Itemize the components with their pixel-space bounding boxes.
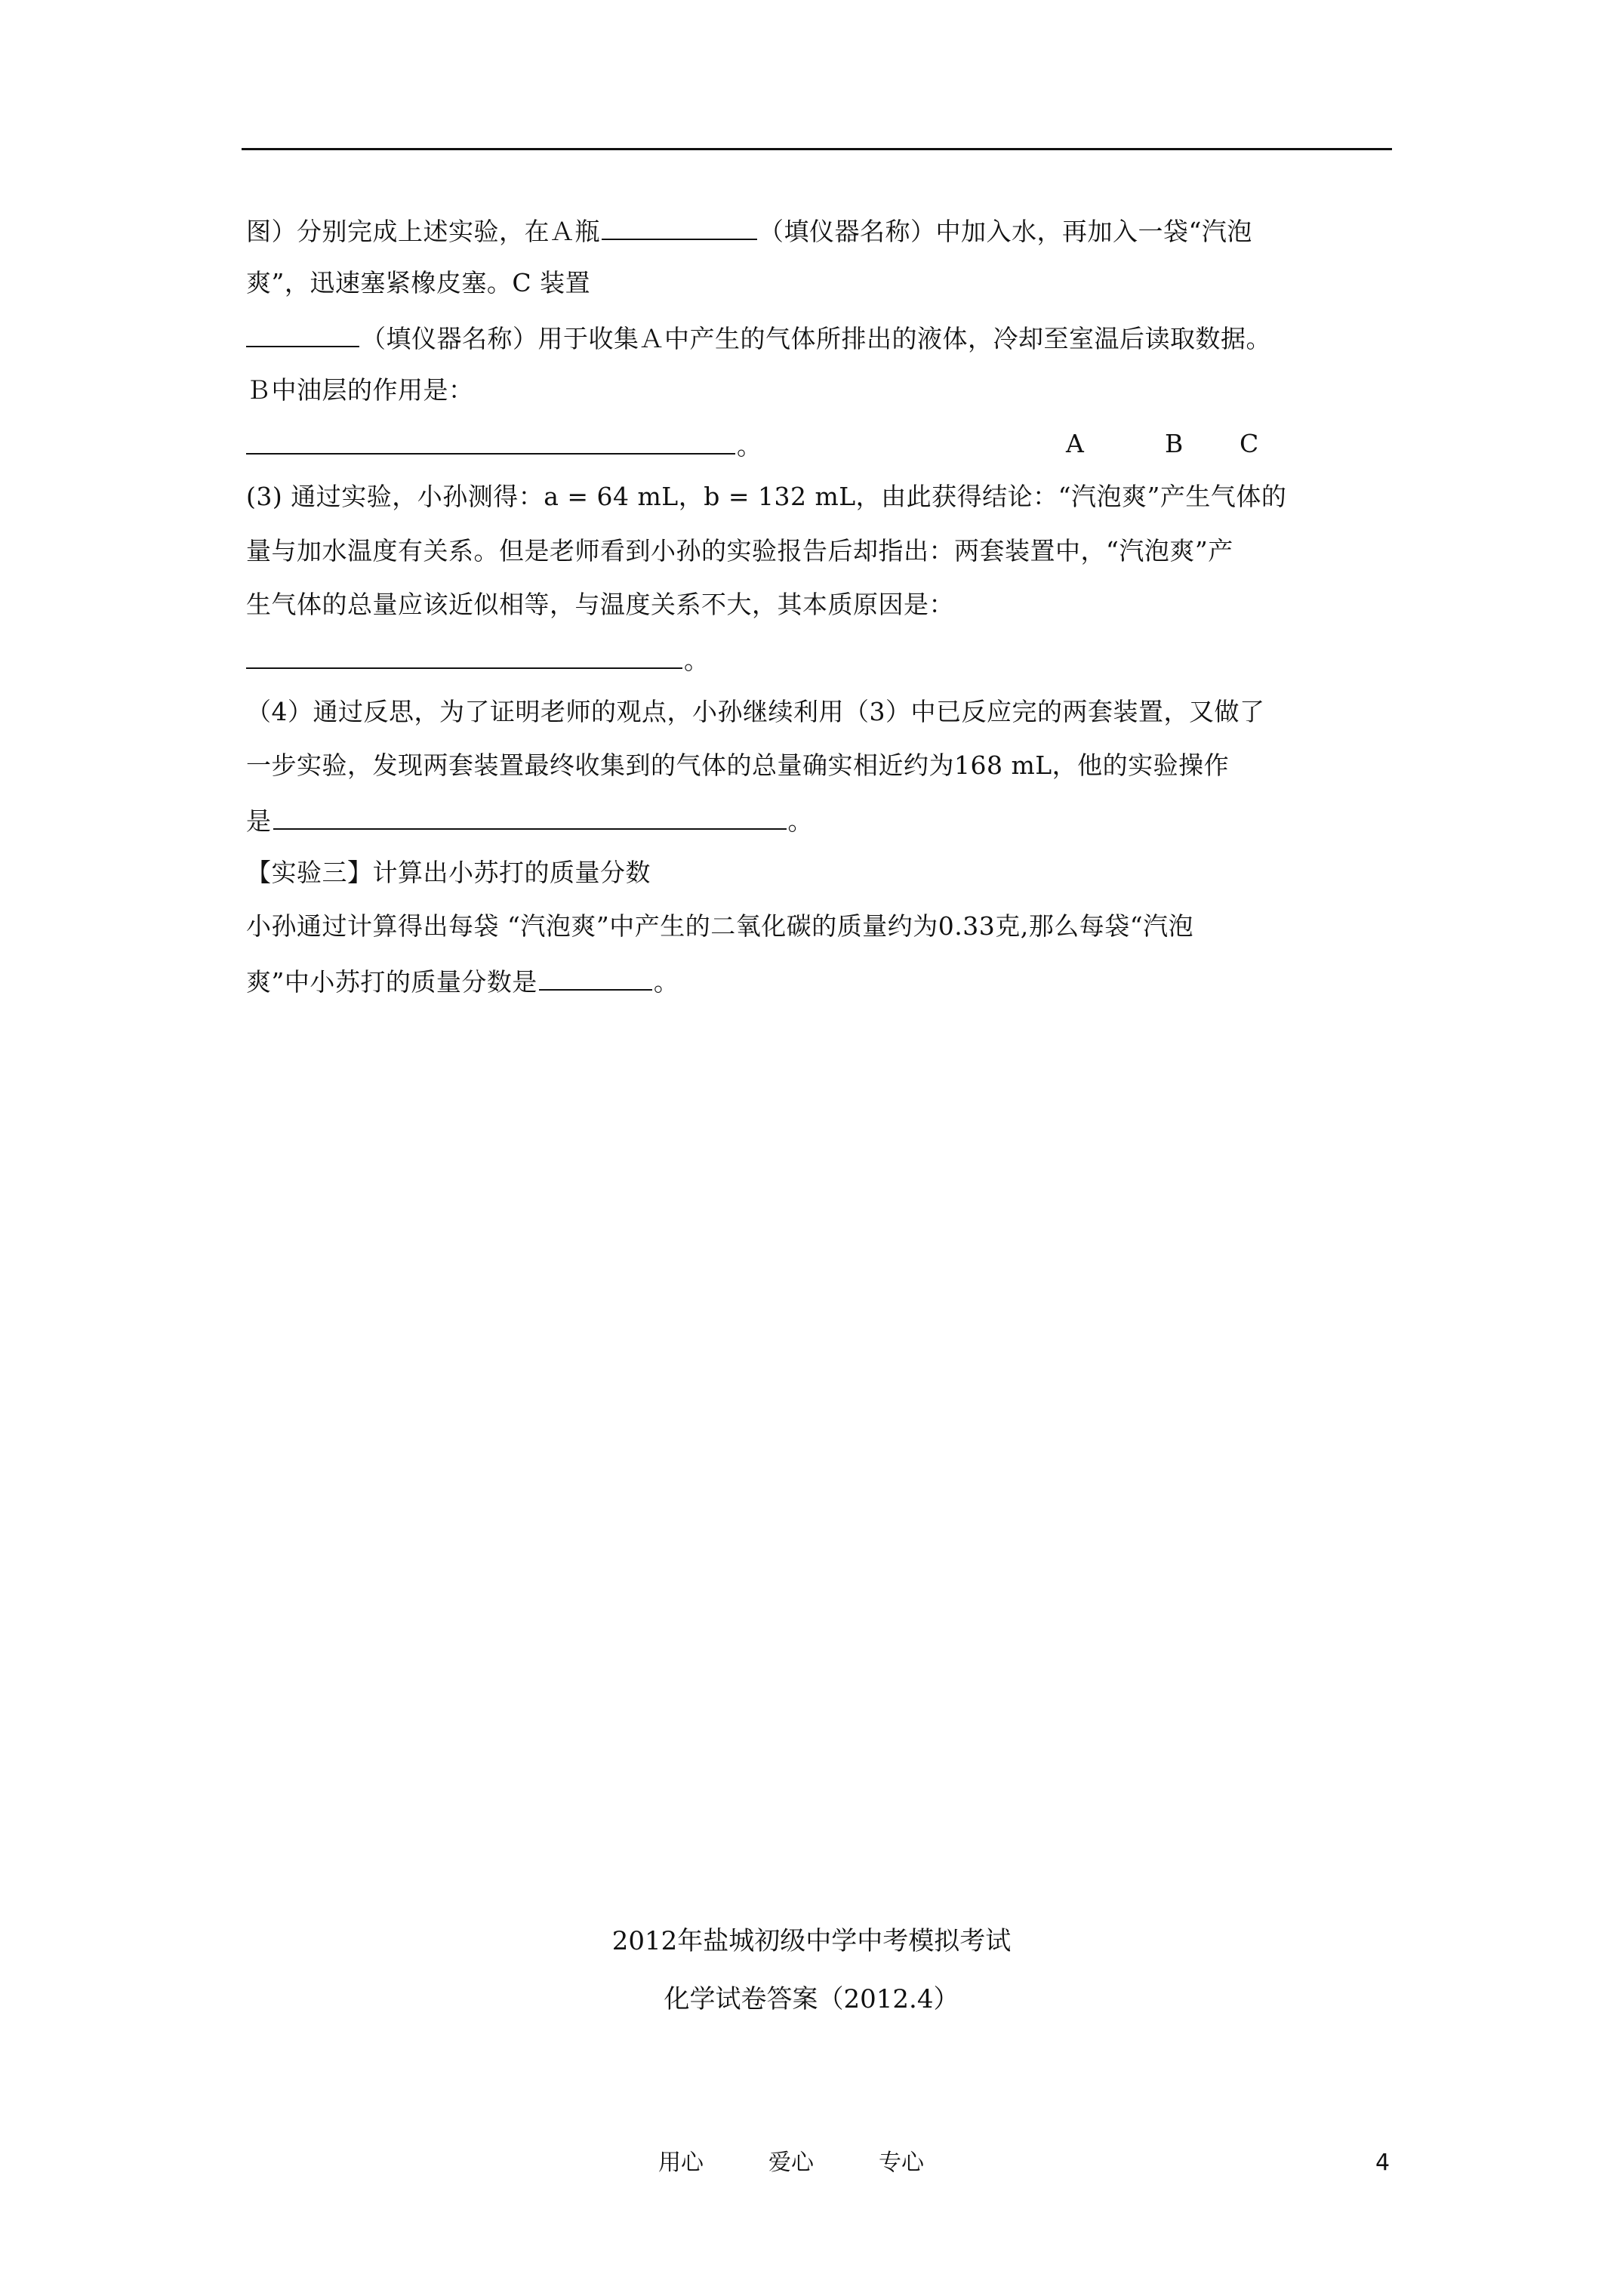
text-line-5 xyxy=(246,427,762,463)
text-line-3-post: （填仪器名称）用于收集Ａ中产生的气体所排出的液体，冷却至室温后读取数据。 xyxy=(361,324,1271,353)
text-line-2: 爽”，迅速塞紧橡皮塞。C 装置 xyxy=(246,268,591,297)
text-line-1 xyxy=(246,213,1252,248)
q4-line-1: （4）通过反思，为了证明老师的观点，小孙继续利用（3）中已反应完的两套装置，又做了 xyxy=(246,697,1265,726)
experiment-3-line-2-end: 。 xyxy=(653,967,679,997)
experiment-3-line-2 xyxy=(246,963,679,999)
footer-motto-3: 专心 xyxy=(879,2150,924,2176)
q4-line-2: 一步实验，发现两套装置最终收集到的气体的总量确实相近约为168 mL，他的实验操作 xyxy=(246,750,1230,780)
footer-motto-2: 爱心 xyxy=(768,2150,814,2176)
fill-blank-mass-fraction xyxy=(539,963,652,991)
page-number: 4 xyxy=(1375,2150,1390,2176)
q3-line-1: (3) 通过实验，小孙测得：a = 64 mL，b = 132 mL，由此获得结论：“汽泡爽”产生气体的 xyxy=(246,482,1287,511)
fill-blank-operation xyxy=(273,803,787,830)
apparatus-label-c: C xyxy=(1240,429,1259,458)
header-rule xyxy=(242,148,1392,150)
q3-line-4 xyxy=(246,642,710,677)
experiment-3-line-2-pre: 爽”中小苏打的质量分数是 xyxy=(246,967,537,997)
q4-line-3-pre: 是 xyxy=(246,806,272,836)
footer-motto-1: 用心 xyxy=(658,2150,704,2176)
text-line-1-post: （填仪器名称）中加入水，再加入一袋“汽泡 xyxy=(759,217,1252,246)
text-line-1-pre: 图）分别完成上述实验，在Ａ瓶 xyxy=(246,217,600,246)
fill-blank-instrument-c xyxy=(246,320,359,347)
q4-line-3-end: 。 xyxy=(787,806,813,836)
fill-blank-instrument-a xyxy=(602,213,757,240)
q3-line-3: 生气体的总量应该近似相等，与温度关系不大，其本质原因是： xyxy=(246,590,954,619)
q3-line-4-end: 。 xyxy=(684,646,710,675)
answer-title-line-1: 2012年盐城初级中学中考模拟考试 xyxy=(611,1926,1012,1956)
fill-blank-reason xyxy=(246,642,682,669)
apparatus-label-a: A xyxy=(1066,429,1084,458)
q4-line-3 xyxy=(246,803,813,838)
answer-title-line-2: 化学试卷答案（2012.4） xyxy=(664,1984,959,2014)
experiment-3-line-1: 小孙通过计算得出每袋 “汽泡爽”中产生的二氧化碳的质量约为0.33克,那么每袋“汽泡 xyxy=(246,911,1194,941)
text-line-4: Ｂ中油层的作用是： xyxy=(246,375,474,405)
q3-line-2: 量与加水温度有关系。但是老师看到小孙的实验报告后却指出：两套装置中，“汽泡爽”产 xyxy=(246,536,1233,566)
experiment-3-heading: 【实验三】计算出小苏打的质量分数 xyxy=(246,858,651,887)
text-line-3 xyxy=(246,320,1271,356)
apparatus-label-b: B xyxy=(1165,429,1184,458)
text-line-5-end: 。 xyxy=(737,431,762,461)
fill-blank-oil-layer xyxy=(246,427,735,455)
